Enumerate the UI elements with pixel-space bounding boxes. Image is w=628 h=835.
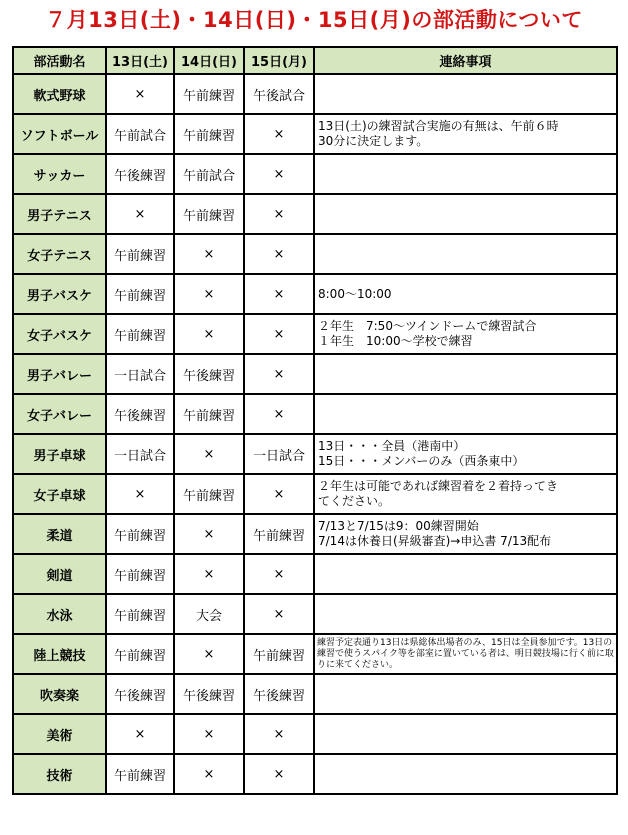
day14-cell: 午前練習 — [174, 474, 244, 514]
day14-cell: 午前試合 — [174, 154, 244, 194]
table-row — [13, 394, 617, 434]
club-name-cell: ソフトボール — [13, 114, 106, 154]
club-name-cell: 美術 — [13, 714, 106, 754]
day15-cell: × — [244, 154, 314, 194]
day15-cell: × — [244, 314, 314, 354]
note-line: てください。 — [318, 494, 391, 508]
table-row — [13, 274, 617, 314]
note-line: 8:00〜10:00 — [318, 286, 392, 301]
notes-cell — [314, 554, 617, 594]
day15-cell: 午前練習 — [244, 634, 314, 674]
day13-cell: 午前練習 — [106, 754, 174, 794]
table-row — [13, 514, 617, 554]
club-name-cell: 柔道 — [13, 514, 106, 554]
club-name-cell: 技術 — [13, 754, 106, 794]
header-day15: 15日(月) — [244, 47, 314, 74]
header-day14: 14日(日) — [174, 47, 244, 74]
day15-cell: × — [244, 114, 314, 154]
club-name-cell: 女子テニス — [13, 234, 106, 274]
note-line: １年生 10:00〜学校で練習 — [318, 334, 473, 348]
note-line: ２年生は可能であれば練習着を２着持ってき — [318, 479, 559, 493]
day15-cell: × — [244, 714, 314, 754]
note-line: ２年生 7:50〜ツインドームで練習試合 — [318, 319, 537, 333]
table-row — [13, 714, 617, 754]
header-club: 部活動名 — [13, 47, 106, 74]
table-row — [13, 74, 617, 114]
day15-cell: × — [244, 594, 314, 634]
day15-cell: × — [244, 234, 314, 274]
club-name-cell: 男子バレー — [13, 354, 106, 394]
day13-cell: 午前練習 — [106, 514, 174, 554]
day15-cell: × — [244, 354, 314, 394]
day14-cell: × — [174, 754, 244, 794]
club-name-cell: 女子バレー — [13, 394, 106, 434]
day13-cell: × — [106, 714, 174, 754]
notes-cell — [314, 74, 617, 114]
day14-cell: 午前練習 — [174, 194, 244, 234]
table-row — [13, 754, 617, 794]
club-name-cell: 男子卓球 — [13, 434, 106, 474]
day14-cell: 午前練習 — [174, 394, 244, 434]
day14-cell: × — [174, 634, 244, 674]
table-row — [13, 434, 617, 474]
page-title: ７月13日(土)・14日(日)・15日(月)の部活動について — [45, 8, 583, 32]
day15-cell: 一日試合 — [244, 434, 314, 474]
day13-cell: 午後練習 — [106, 394, 174, 434]
note-line: 13日(土)の練習試合実施の有無は、午前６時 — [318, 119, 559, 133]
club-name-cell: 軟式野球 — [13, 74, 106, 114]
table-row — [13, 554, 617, 594]
day14-cell: × — [174, 234, 244, 274]
notes-cell — [314, 514, 617, 554]
day13-cell: 午前練習 — [106, 314, 174, 354]
day14-cell: 大会 — [174, 594, 244, 634]
table-row — [13, 234, 617, 274]
notes-cell — [314, 754, 617, 794]
table-row — [13, 594, 617, 634]
table-row — [13, 674, 617, 714]
notes-cell — [314, 154, 617, 194]
table-row — [13, 114, 617, 154]
club-name-cell: 女子バスケ — [13, 314, 106, 354]
notes-cell — [314, 634, 617, 674]
day13-cell: 一日試合 — [106, 354, 174, 394]
day14-cell: 午前練習 — [174, 114, 244, 154]
day15-cell: 午後試合 — [244, 74, 314, 114]
day14-cell: × — [174, 274, 244, 314]
note-line: 30分に決定します。 — [318, 134, 429, 148]
day15-cell: × — [244, 474, 314, 514]
day14-cell: × — [174, 514, 244, 554]
notes-cell — [314, 114, 617, 154]
day15-cell: × — [244, 754, 314, 794]
notes-cell — [314, 594, 617, 634]
table-header-row — [13, 47, 617, 74]
day14-cell: × — [174, 314, 244, 354]
club-name-cell: 陸上競技 — [13, 634, 106, 674]
club-name-cell: 女子卓球 — [13, 474, 106, 514]
day13-cell: 一日試合 — [106, 434, 174, 474]
day13-cell: 午前練習 — [106, 554, 174, 594]
note-line: 7/13と7/15は9：00練習開始 — [318, 519, 479, 533]
day14-cell: × — [174, 434, 244, 474]
notes-cell — [314, 434, 617, 474]
day15-cell: × — [244, 274, 314, 314]
header-day13: 13日(土) — [106, 47, 174, 74]
table-row — [13, 634, 617, 674]
table-row — [13, 194, 617, 234]
day13-cell: 午前試合 — [106, 114, 174, 154]
table-row — [13, 354, 617, 394]
day15-cell: 午後練習 — [244, 674, 314, 714]
day14-cell: × — [174, 714, 244, 754]
day13-cell: 午後練習 — [106, 674, 174, 714]
day13-cell: 午前練習 — [106, 634, 174, 674]
note-line: 7/14は休養日(昇級審査)→申込書 7/13配布 — [318, 534, 552, 548]
note-line: 13日・・・全員（港南中） — [318, 439, 466, 453]
club-name-cell: 剣道 — [13, 554, 106, 594]
header-notes: 連絡事項 — [314, 47, 617, 74]
day13-cell: × — [106, 474, 174, 514]
day14-cell: 午後練習 — [174, 674, 244, 714]
club-name-cell: 水泳 — [13, 594, 106, 634]
day13-cell: × — [106, 74, 174, 114]
table-row — [13, 154, 617, 194]
day15-cell: × — [244, 194, 314, 234]
table-row — [13, 474, 617, 514]
notes-cell — [314, 674, 617, 714]
day15-cell: × — [244, 394, 314, 434]
club-name-cell: 吹奏楽 — [13, 674, 106, 714]
club-name-cell: 男子テニス — [13, 194, 106, 234]
day14-cell: × — [174, 554, 244, 594]
notes-cell — [314, 314, 617, 354]
note-line: 練習予定表通り13日は県総体出場者のみ、15日は全員参加です。13日の練習で使うスパイク等を部室に置いている者は、明日競技場に行く前に取りに来てください。 — [317, 637, 614, 670]
day13-cell: 午前練習 — [106, 594, 174, 634]
club-schedule-table — [12, 46, 618, 795]
notes-cell — [314, 714, 617, 754]
club-name-cell: サッカー — [13, 154, 106, 194]
day13-cell: 午前練習 — [106, 274, 174, 314]
notes-cell — [314, 194, 617, 234]
note-line: 15日・・・メンバーのみ（西条東中） — [318, 454, 525, 468]
day13-cell: × — [106, 194, 174, 234]
notes-cell — [314, 394, 617, 434]
notes-cell — [314, 234, 617, 274]
notes-cell — [314, 354, 617, 394]
notes-cell — [314, 474, 617, 514]
notes-cell — [314, 274, 617, 314]
day15-cell: × — [244, 554, 314, 594]
day14-cell: 午前練習 — [174, 74, 244, 114]
day15-cell: 午前練習 — [244, 514, 314, 554]
club-name-cell: 男子バスケ — [13, 274, 106, 314]
day13-cell: 午前練習 — [106, 234, 174, 274]
day13-cell: 午後練習 — [106, 154, 174, 194]
table-row — [13, 314, 617, 354]
day14-cell: 午後練習 — [174, 354, 244, 394]
